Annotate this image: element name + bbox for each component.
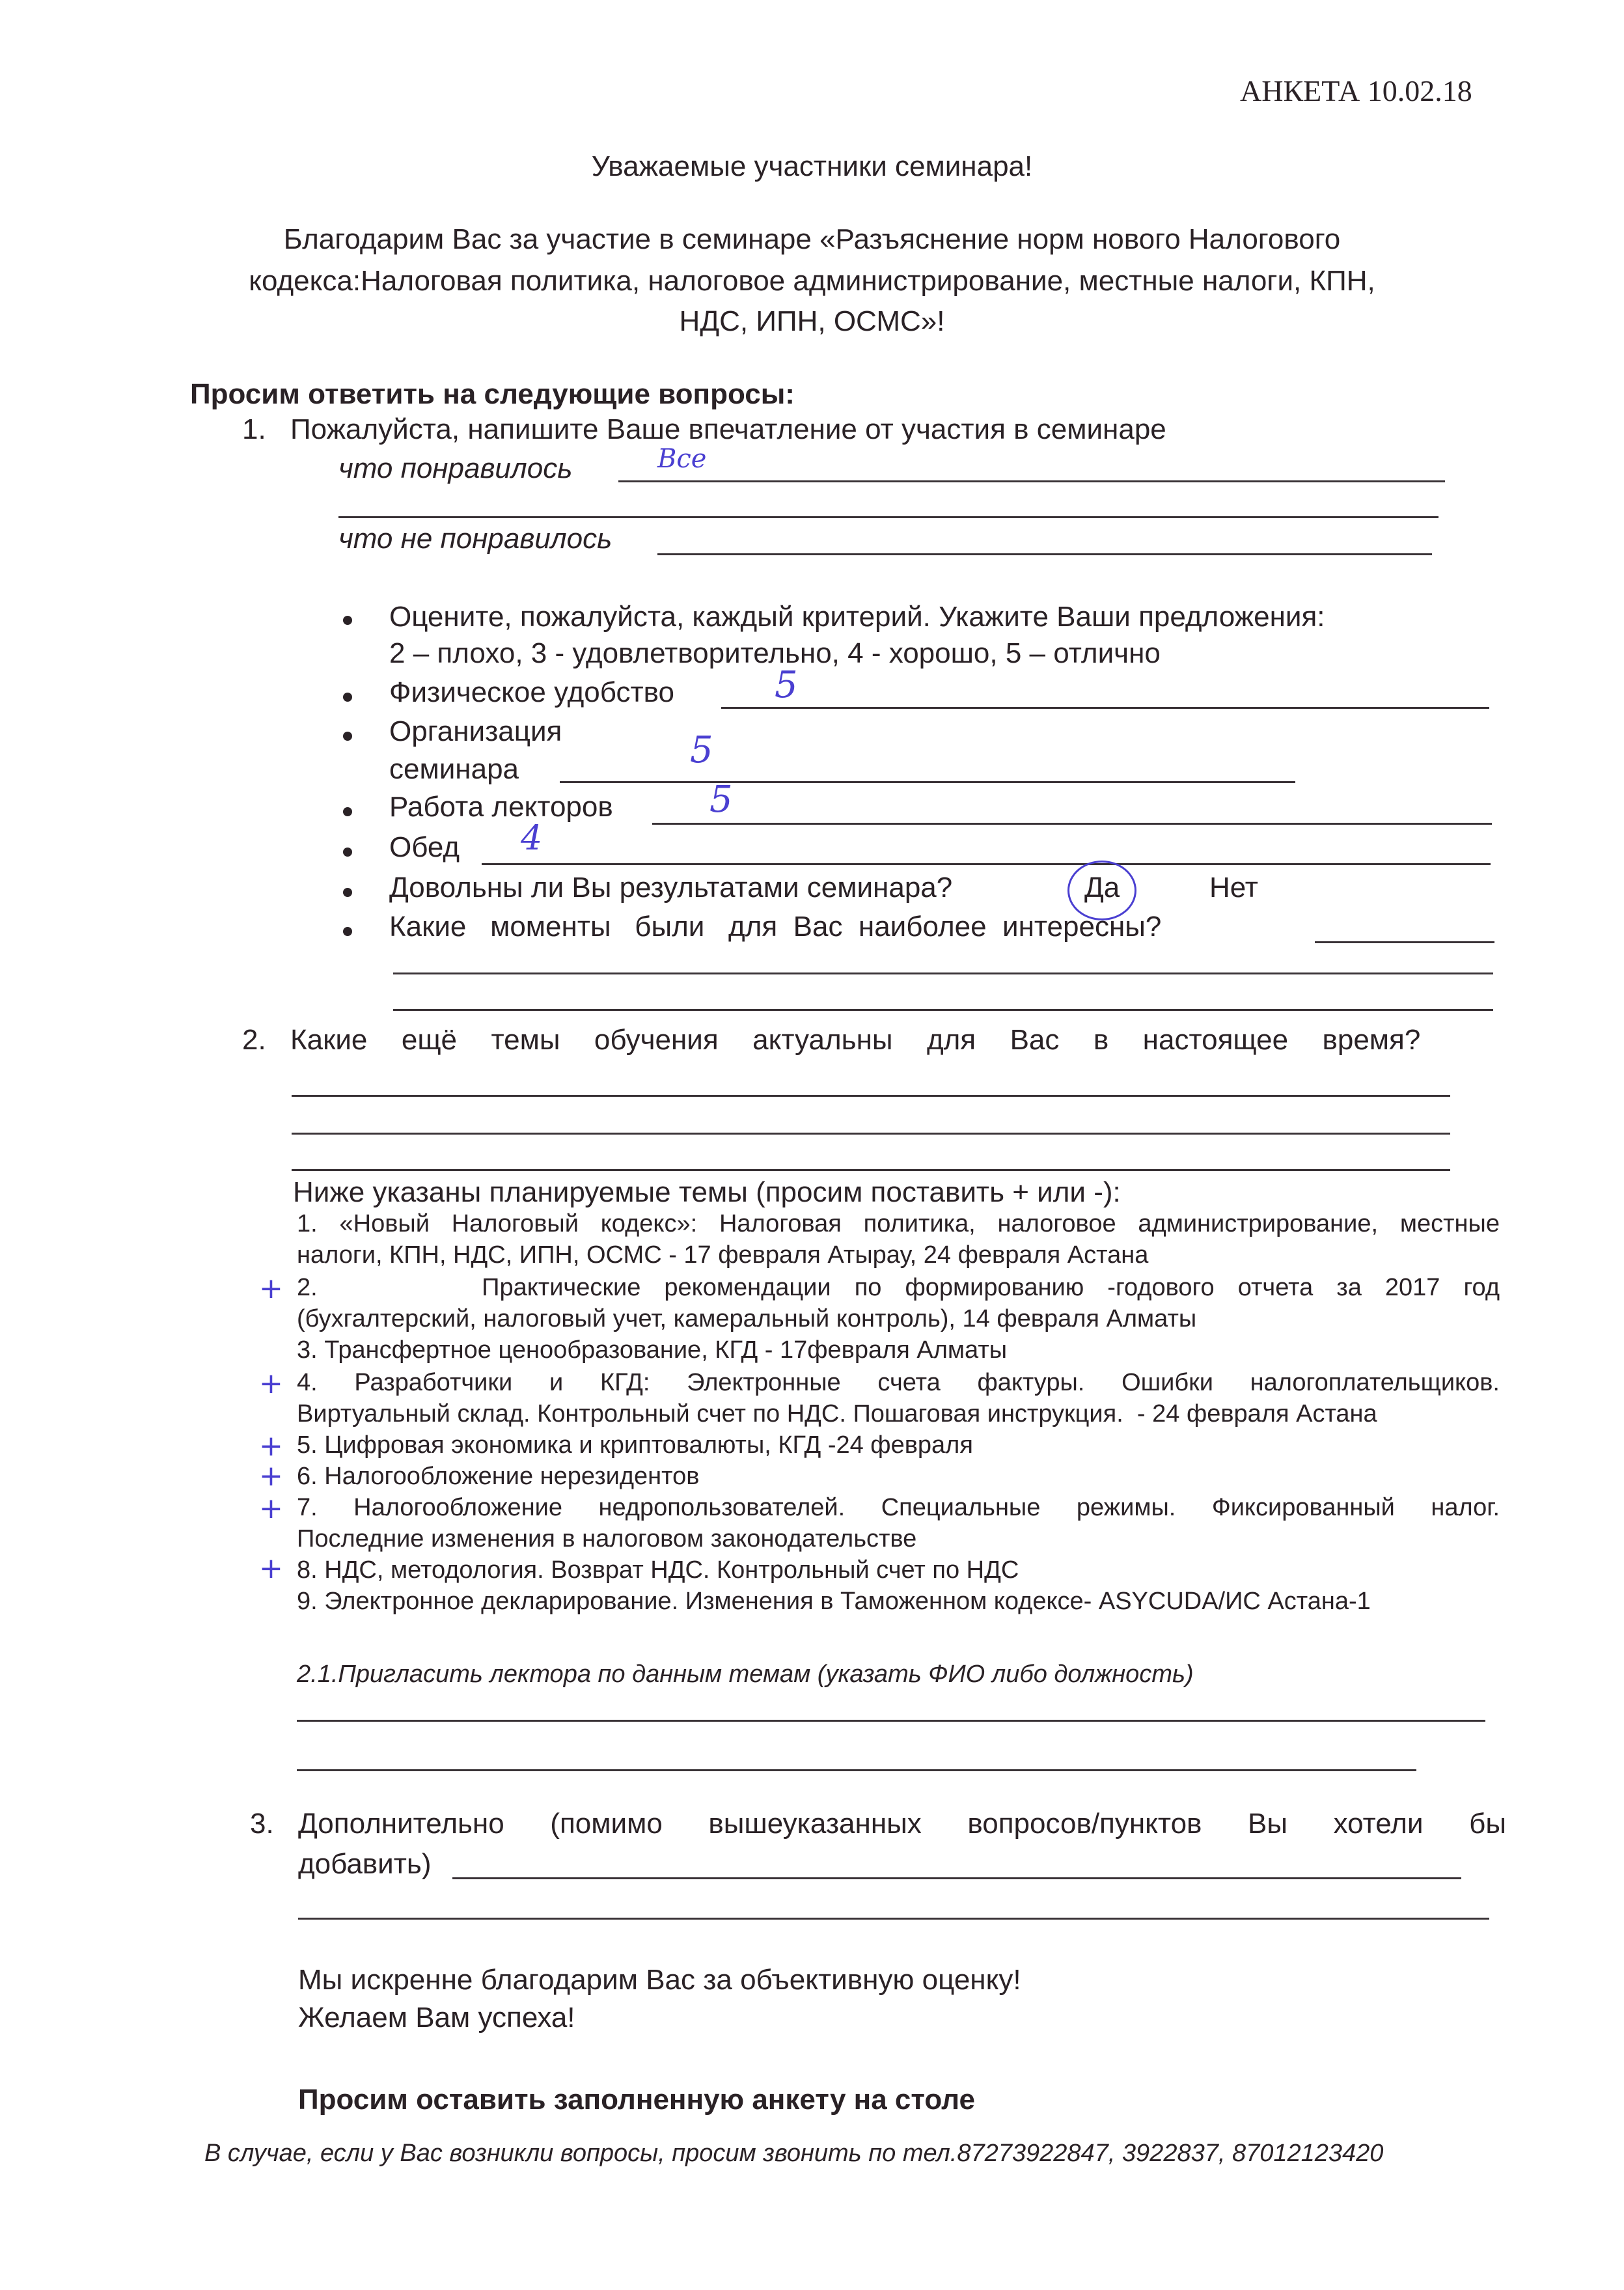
plus-mark-icon[interactable]: + (259, 1272, 283, 1305)
greeting: Уважаемые участники семинара! (591, 150, 1033, 182)
interesting-field-line-3[interactable] (393, 1009, 1493, 1011)
topic-8: 8. НДС, методология. Возврат НДС. Контрольный счет по НДС (297, 1556, 1019, 1584)
q2-field-line-2[interactable] (292, 1133, 1450, 1135)
criterion-field-physical[interactable] (721, 707, 1489, 709)
plus-mark-icon[interactable]: + (259, 1492, 283, 1525)
criterion-field-lunch[interactable] (482, 863, 1491, 865)
q3-text-line-2: добавить) (298, 1848, 432, 1880)
bullet-icon (343, 888, 352, 897)
criterion-field-organization[interactable] (560, 781, 1295, 783)
plus-mark-icon[interactable]: + (259, 1367, 283, 1400)
form-id: АНКЕТА 10.02.18 (1240, 74, 1472, 107)
criterion-answer-physical[interactable]: 5 (775, 664, 798, 706)
bullet-icon (343, 927, 352, 936)
criterion-label-physical: Физическое удобство (389, 676, 674, 708)
intro-line-1: Благодарим Вас за участие в семинаре «Разъяснение норм нового Налогового (283, 223, 1341, 255)
rating-intro: Оцените, пожалуйста, каждый критерий. Укажите Ваши предложения: (389, 601, 1325, 633)
q3-field-line-1[interactable] (452, 1877, 1461, 1879)
disliked-field-line[interactable] (657, 553, 1432, 555)
criterion-label-organization-1: Организация (389, 715, 562, 747)
plus-mark-icon[interactable]: + (259, 1459, 283, 1493)
criterion-label-lecturers: Работа лекторов (389, 791, 613, 823)
intro-line-3: НДС, ИПН, ОСМС»! (679, 305, 945, 337)
q1-text: Пожалуйста, напишите Ваше впечатление от участия в семинаре (290, 413, 1166, 445)
criterion-label-organization-2: семинара (389, 753, 519, 785)
satisfied-no-option[interactable]: Нет (1209, 872, 1258, 904)
invite-lecturer-field-2[interactable] (297, 1769, 1416, 1771)
rating-scale: 2 – плохо, 3 - удовлетворительно, 4 - хорошо, 5 – отлично (389, 637, 1161, 669)
q3-number: 3. (250, 1808, 274, 1840)
topic-6: 6. Налогообложение нерезидентов (297, 1463, 700, 1490)
liked-label: что понравилось (338, 452, 573, 484)
closing-thanks: Мы искренне благодарим Вас за объективную оценку! (298, 1964, 1021, 1996)
topic-7-line-2: Последние изменения в налоговом законодательстве (297, 1525, 917, 1552)
intro-line-2: кодекса:Налоговая политика, налоговое администрирование, местные налоги, КПН, (249, 265, 1375, 297)
liked-field-line[interactable] (618, 480, 1445, 482)
topic-5: 5. Цифровая экономика и криптовалюты, КГД -24 февраля (297, 1431, 973, 1459)
liked-field-line-2[interactable] (338, 516, 1438, 518)
footer-contact: В случае, если у Вас возникли вопросы, просим звонить по тел.87273922847, 3922837, 87012123420 (204, 2140, 1384, 2167)
q2-text: Какие ещё темы обучения актуальны для Вас в настоящее время? (290, 1024, 1421, 1056)
satisfied-question: Довольны ли Вы результатами семинара? (389, 872, 953, 904)
q2-number: 2. (242, 1024, 266, 1056)
planned-topics-heading: Ниже указаны планируемые темы (просим поставить + или -): (293, 1176, 1121, 1208)
leave-form-instruction: Просим оставить заполненную анкету на столе (298, 2084, 975, 2116)
bullet-icon (343, 693, 352, 702)
interesting-question: Какие моменты были для Вас наиболее интересны? (389, 911, 1162, 943)
invite-lecturer-label: 2.1.Пригласить лектора по данным темам (указать ФИО либо должность) (297, 1661, 1194, 1688)
bullet-icon (343, 848, 352, 857)
topic-1-line-2: налоги, КПН, НДС, ИПН, ОСМС - 17 февраля Атырау, 24 февраля Астана (297, 1241, 1149, 1269)
topic-4-line-1: 4. Разработчики и КГД: Электронные счета фактуры. Ошибки налогоплательщиков. (297, 1369, 1500, 1396)
plus-mark-icon[interactable]: + (259, 1429, 283, 1463)
q1-number: 1. (242, 413, 266, 445)
disliked-label: что не понравилось (338, 523, 612, 555)
satisfied-yes-option[interactable]: Да (1084, 872, 1120, 904)
criterion-answer-lecturers[interactable]: 5 (709, 779, 733, 821)
interesting-field-line-2[interactable] (393, 973, 1493, 974)
invite-lecturer-field-1[interactable] (297, 1720, 1485, 1722)
criterion-field-lecturers[interactable] (652, 823, 1492, 825)
topic-7-line-1: 7. Налогообложение недропользователей. Специальные режимы. Фиксированный налог. (297, 1494, 1500, 1521)
q2-field-line-1[interactable] (292, 1095, 1450, 1097)
topic-2-line-2: (бухгалтерский, налоговый учет, камеральный контроль), 14 февраля Алматы (297, 1305, 1197, 1332)
criterion-answer-organization[interactable]: 5 (690, 729, 713, 771)
closing-wish: Желаем Вам успеха! (298, 2002, 575, 2034)
request-heading: Просим ответить на следующие вопросы: (190, 378, 795, 410)
bullet-icon (343, 616, 352, 625)
q2-field-line-3[interactable] (292, 1169, 1450, 1171)
interesting-field-line-1[interactable] (1315, 941, 1494, 943)
topic-3: 3. Трансфертное ценообразование, КГД - 17февраля Алматы (297, 1336, 1008, 1364)
topic-9: 9. Электронное декларирование. Изменения в Таможенном кодексе- ASYCUDA/ИС Астана-1 (297, 1588, 1371, 1615)
plus-mark-icon[interactable]: + (259, 1552, 283, 1585)
topic-1-line-1: 1. «Новый Налоговый кодекс»: Налоговая политика, налоговое администрирование, местные (297, 1210, 1500, 1237)
criterion-answer-lunch[interactable]: 4 (521, 819, 543, 858)
q3-field-line-2[interactable] (298, 1918, 1489, 1920)
topic-2-line-1: 2. Практические рекомендации по формированию -годового отчета за 2017 год (297, 1274, 1500, 1301)
q3-text-line-1: Дополнительно (помимо вышеуказанных вопросов/пунктов Вы хотели бы (298, 1808, 1506, 1840)
topic-4-line-2: Виртуальный склад. Контрольный счет по НДС. Пошаговая инструкция. - 24 февраля Астана (297, 1400, 1377, 1428)
bullet-icon (343, 807, 352, 816)
bullet-icon (343, 732, 352, 741)
criterion-label-lunch: Обед (389, 831, 460, 863)
liked-answer[interactable]: Все (657, 444, 707, 474)
